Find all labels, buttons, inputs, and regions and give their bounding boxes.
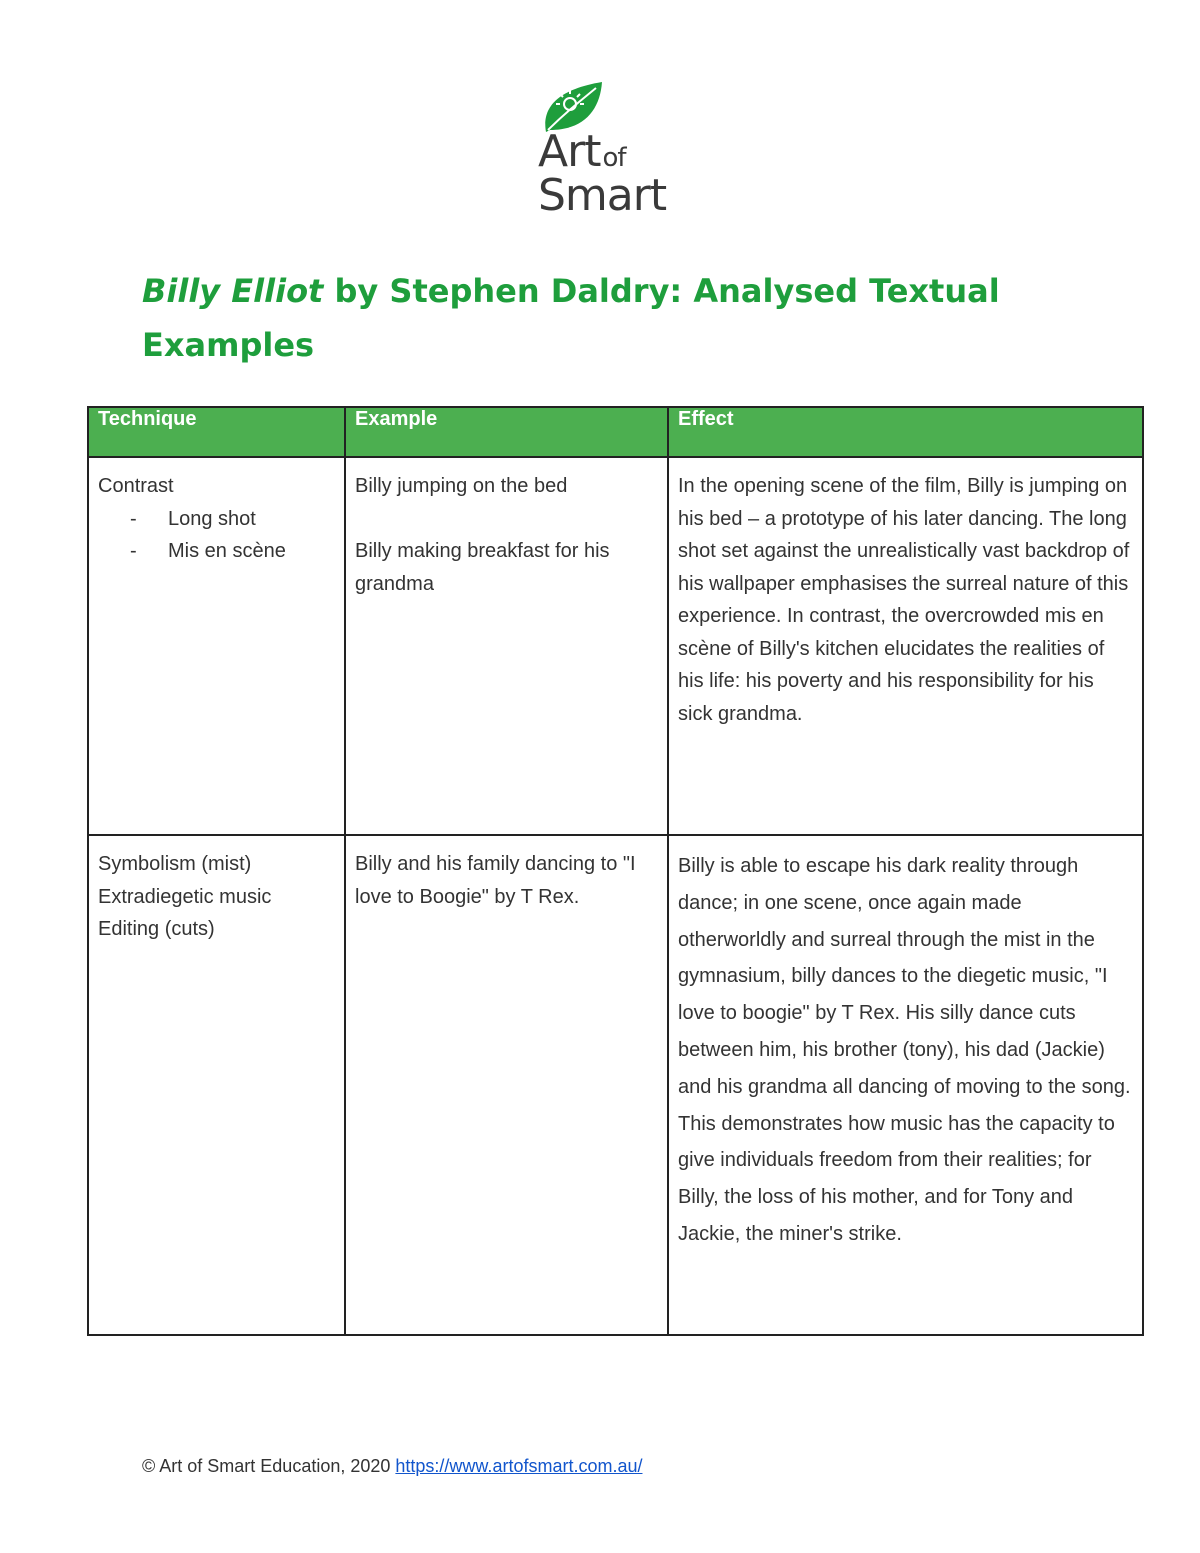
logo-text-smart: Smart xyxy=(538,170,667,221)
footer xyxy=(142,1456,642,1477)
table-header-row xyxy=(88,407,1143,457)
technique-cell: Contrast - Long shot - Mis en scène xyxy=(88,457,345,835)
table-row xyxy=(88,457,1143,835)
table-row xyxy=(88,835,1143,1335)
example-cell: Billy and his family dancing to "I love to Boogie" by T Rex. xyxy=(345,835,668,1335)
effect-cell: In the opening scene of the film, Billy is jumping on his bed – a prototype of his later dancing. The long shot set against the unrealistically vast backdrop of his wallpaper emphasises the surreal nature of this experience. In contrast, the overcrowded mis en scène of Billy's kitchen elucidates the realities of his life: his poverty and his responsibility for his sick grandma. xyxy=(668,457,1143,835)
technique-cell: Symbolism (mist) Extradiegetic music Editing (cuts) xyxy=(88,835,345,1335)
analysis-table xyxy=(87,406,1144,1336)
technique-bullet: - Mis en scène xyxy=(130,540,286,562)
copyright-text: © Art of Smart Education, 2020 xyxy=(142,1456,396,1476)
logo-text-art-of: Artof xyxy=(538,126,626,177)
page-title: Billy Elliot by Stephen Daldry: Analysed Textual Examples xyxy=(142,272,1000,364)
header-example: Example xyxy=(345,407,668,457)
film-title: Billy Elliot xyxy=(142,272,324,310)
technique-bullet: - Long shot xyxy=(130,507,256,530)
header-technique: Technique xyxy=(88,407,345,457)
effect-cell: Billy is able to escape his dark reality through dance; in one scene, once again made otherworldly and surreal through the mist in the gymnasium, billy dances to the diegetic music, "I love to boogie" by T Rex. His silly dance cuts between him, his brother (tony), his dad (Jackie) and his grandma all dancing of moving to the song. This demonstrates how music has the capacity to give individuals freedom from their realities; for Billy, the loss of his mother, and for Tony and Jackie, the miner's strike. xyxy=(668,835,1143,1335)
website-link[interactable]: https://www.artofsmart.com.au/ xyxy=(395,1456,643,1476)
art-of-smart-logo xyxy=(536,80,676,220)
header-effect: Effect xyxy=(668,407,1143,457)
example-cell: Billy jumping on the bed Billy making breakfast for his grandma xyxy=(345,457,668,835)
